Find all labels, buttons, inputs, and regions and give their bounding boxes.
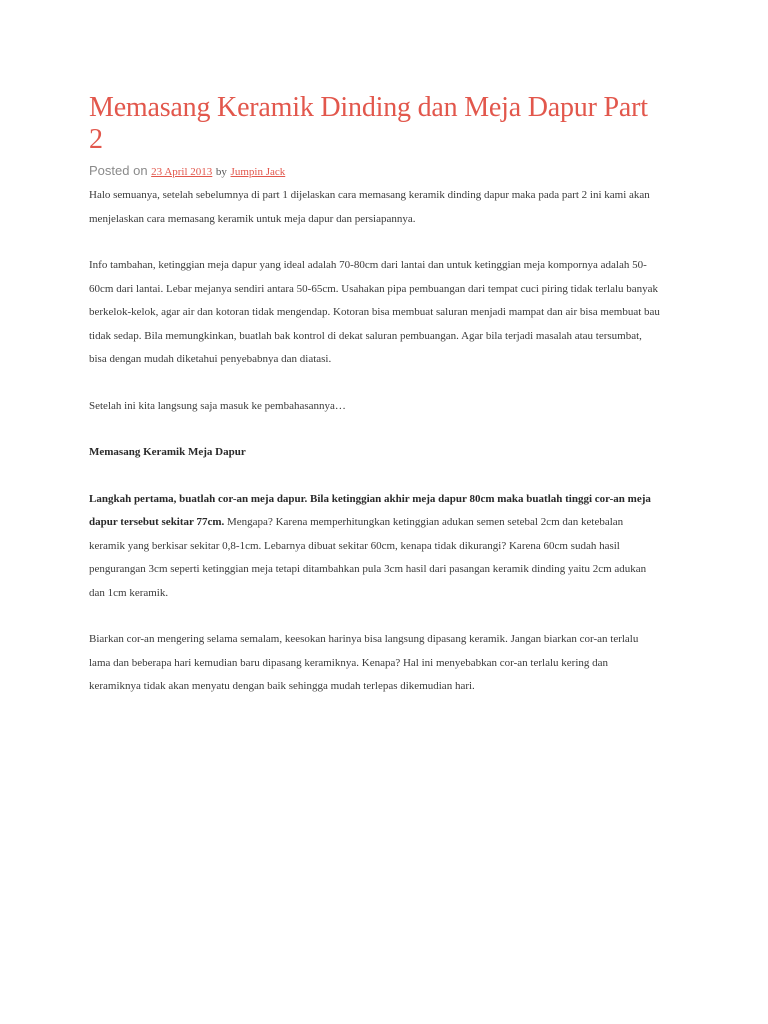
paragraph-step-one-bold: Langkah pertama, buatlah cor-an meja dapur. Bila ketinggian akhir meja dapur 80cm maka buatlah tinggi cor-an meja dapur tersebut sekitar 77cm. [89,492,651,528]
post-title: Memasang Keramik Dinding dan Meja Dapur Part 2 [89,92,648,155]
paragraph-transition: Setelah ini kita langsung saja masuk ke pembahasannya… [89,399,346,412]
author-link[interactable]: Jumpin Jack [230,166,286,178]
paragraph-step-one-rest: Mengapa? Karena memperhitungkan ketinggian adukan semen setebal 2cm dan ketebalan keramik yang berkisar sekitar 0,8-1cm. Lebarnya dibuat sekitar 60cm, kenapa tidak dikurangi? Karena 60cm sudah hasil pengurangan 3cm seperti ketinggian meja tetapi ditambahkan pula 3cm hasil dari pasangan keramik dinding yaitu 2cm adukan dan 1cm keramik. [89,516,647,599]
paragraph-intro: Halo semuanya, setelah sebelumnya di part 1 dijelaskan cara memasang keramik dinding dapur maka pada part 2 ini kami akan menjelaskan cara memasang keramik untuk meja dapur dan persiapannya. [89,189,650,225]
post-date-link[interactable]: 23 April 2013 [151,166,213,178]
article [89,92,661,722]
section-heading: Memasang Keramik Meja Dapur [89,446,246,458]
paragraph-drying: Biarkan cor-an mengering selama semalam, keesokan harinya bisa langsung dipasang keramik. Jangan biarkan cor-an terlalu lama dan beberapa hari kemudian baru dipasang keramiknya. Kenapa? Hal ini menyebabkan cor-an terlalu kering dan keramiknya tidak akan menyatu dengan baik sehingga mudah terlepas dikemudian hari. [89,633,639,692]
post-content [89,184,661,699]
by-label: by [215,166,227,178]
paragraph-step-one [89,488,661,606]
post-meta [89,162,661,181]
paragraph-info: Info tambahan, ketinggian meja dapur yang ideal adalah 70-80cm dari lantai dan untuk ketinggian meja kompornya adalah 50-60cm dari lantai. Lebar mejanya sendiri antara 50-65cm. Usahakan pipa pembuangan dari tempat cuci piring tidak terlalu banyak berkelok-kelok, agar air dan kotoran tidak mengendap. Kotoran bisa membuat saluran menjadi mampat dan air bisa membuat bau tidak sedap. Bila memungkinkan, buatlah bak kontrol di dekat saluran pembuangan. Agar bila terjadi masalah atau tersumbat, bisa dengan mudah diketahui penyebabnya dan diatasi. [89,259,660,365]
posted-on-label: Posted on [89,163,148,178]
